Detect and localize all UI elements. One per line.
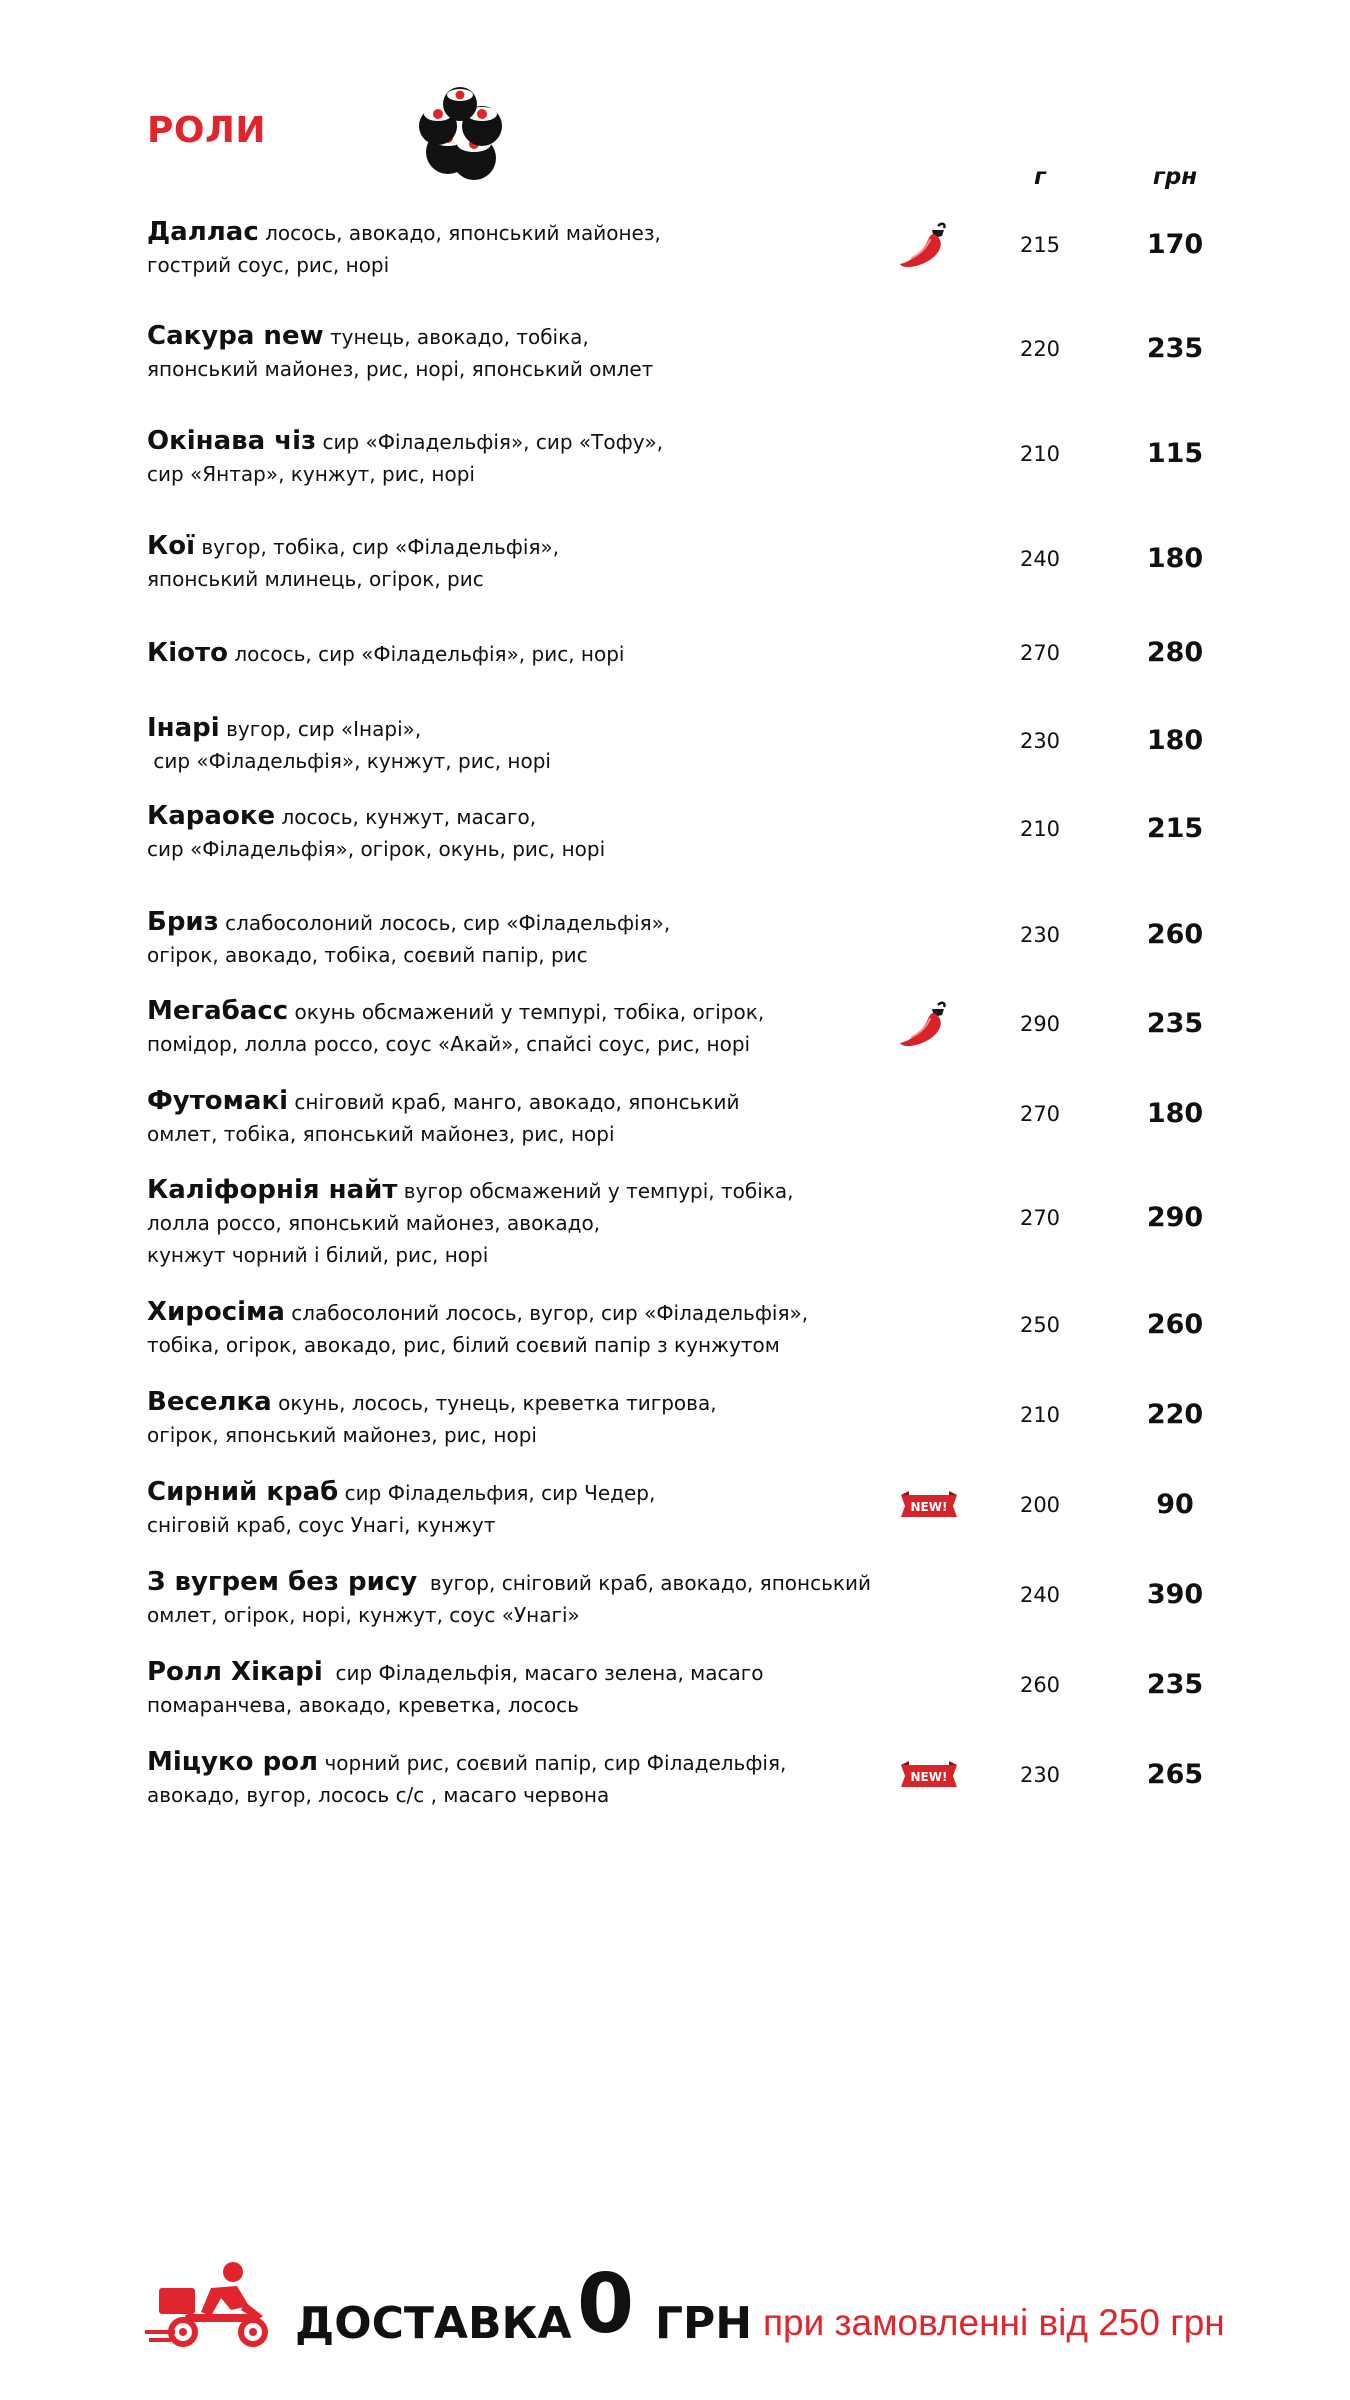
menu-item (147, 906, 1247, 971)
menu-item-description (147, 530, 887, 595)
menu-item (147, 995, 1247, 1060)
menu-item-ingredients: лосось, сир «Філадельфія», рис, норі (227, 642, 625, 666)
menu-item-weight: 270 (1019, 1206, 1061, 1230)
menu-item-ingredients: сир «Янтар», кунжут, рис, норі (147, 462, 475, 486)
menu-item-ingredients: огірок, японський майонез, рис, норі (147, 1423, 537, 1447)
menu-item-price: 180 (1146, 543, 1204, 574)
menu-item (147, 320, 1247, 385)
menu-item-ingredients: авокадо, вугор, лосось с/с , масаго червона (147, 1783, 610, 1807)
menu-item-name: Сакура new (147, 321, 324, 351)
menu-item-ingredients: японський млинець, огірок, рис (147, 567, 484, 591)
menu-item-weight: 230 (1019, 729, 1061, 753)
menu-item-price: 390 (1146, 1579, 1204, 1610)
menu-item (147, 1296, 1247, 1361)
menu-item-ingredients: тунець, авокадо, тобіка, (323, 325, 589, 349)
menu-item-price: 290 (1146, 1202, 1204, 1233)
menu-item-ingredients: вугор, сир «Інарі», (219, 717, 422, 741)
chili-icon (896, 999, 952, 1055)
menu-item-description (147, 1296, 887, 1361)
menu-item-name: Ролл Хікарі (147, 1657, 323, 1687)
menu-item (147, 637, 1247, 670)
delivery-banner (145, 2257, 1305, 2352)
delivery-label: ДОСТАВКА (295, 2298, 572, 2349)
menu-item (147, 1656, 1247, 1721)
menu-item-ingredients: лолла россо, японський майонез, авокадо, (147, 1211, 601, 1235)
menu-item-ingredients: вугор, тобіка, сир «Філадельфія», (195, 535, 560, 559)
menu-item (147, 1174, 1247, 1271)
section-title: РОЛИ (147, 110, 267, 151)
menu-item-price: 180 (1146, 725, 1204, 756)
menu-item (147, 1566, 1247, 1631)
menu-item-ingredients: сир Філадельфія, масаго зелена, масаго (322, 1661, 764, 1685)
menu-item-description (147, 906, 887, 971)
menu-item-name: Караоке (147, 801, 276, 831)
delivery-currency: ГРН (655, 2298, 753, 2349)
menu-item-ingredients: слабосолоний лосось, сир «Філадельфія», (218, 911, 671, 935)
menu-item-ingredients: сир «Філадельфія», огірок, окунь, рис, норі (147, 837, 606, 861)
menu-item (147, 216, 1247, 281)
menu-item-name: Веселка (147, 1387, 272, 1417)
menu-item (147, 1386, 1247, 1451)
menu-item-name: Окінава чіз (147, 426, 317, 456)
menu-item-name: Бриз (147, 907, 219, 937)
menu-item-price: 235 (1146, 1008, 1204, 1039)
menu-item-weight: 230 (1019, 923, 1061, 947)
menu-item-weight: 210 (1019, 817, 1061, 841)
menu-item-ingredients: окунь обсмажений у темпурі, тобіка, огірок, (288, 1000, 765, 1024)
menu-item-name: Каліфорнія найт (147, 1175, 398, 1205)
chili-icon (896, 220, 952, 276)
menu-item-ingredients: тобіка, огірок, авокадо, рис, білий соєвий папір з кунжутом (147, 1333, 780, 1357)
delivery-condition: при замовленні від 250 грн (763, 2302, 1225, 2343)
menu-item-weight: 200 (1019, 1493, 1061, 1517)
menu-item-name: Кіото (147, 638, 228, 668)
menu-item-name: Міцуко рол (147, 1747, 319, 1777)
menu-item-ingredients: чорний рис, соєвий папір, сир Філадельфія, (318, 1751, 787, 1775)
menu-item-ingredients: огірок, авокадо, тобіка, соєвий папір, рис (147, 943, 588, 967)
menu-item-price: 215 (1146, 813, 1204, 844)
menu-item-price: 235 (1146, 333, 1204, 364)
menu-item-name: Хиросіма (147, 1297, 285, 1327)
menu-item-ingredients: вугор, сніговий краб, авокадо, японський (417, 1571, 871, 1595)
menu-item-ingredients: омлет, огірок, норі, кунжут, соус «Унагі» (147, 1603, 580, 1627)
menu-item-description (147, 1746, 887, 1811)
menu-item-name: З вугрем без рису (147, 1567, 418, 1597)
menu-item (147, 800, 1247, 865)
menu-item-description (147, 425, 887, 490)
menu-item-price: 260 (1146, 919, 1204, 950)
menu-item-weight: 215 (1019, 233, 1061, 257)
menu-item-description (147, 712, 887, 777)
menu-item-weight: 260 (1019, 1673, 1061, 1697)
menu-item-ingredients: окунь, лосось, тунець, креветка тигрова, (271, 1391, 717, 1415)
menu-item-ingredients: сир «Філадельфія», сир «Тофу», (316, 430, 664, 454)
menu-item-ingredients: сир Філадельфия, сир Чедер, (338, 1481, 656, 1505)
menu-item-ingredients: омлет, тобіка, японський майонез, рис, норі (147, 1122, 615, 1146)
menu-item (147, 1476, 1247, 1541)
menu-item (147, 1746, 1247, 1811)
menu-item-name: Футомакі (147, 1086, 289, 1116)
menu-item-description (147, 800, 887, 865)
menu-item-weight: 230 (1019, 1763, 1061, 1787)
menu-item-ingredients: вугор обсмажений у темпурі, тобіка, (397, 1179, 794, 1203)
menu-item-description (147, 216, 887, 281)
menu-item-ingredients: сир «Філадельфія», кунжут, рис, норі (147, 749, 551, 773)
menu-item (147, 1085, 1247, 1150)
menu-item-ingredients: помаранчева, авокадо, креветка, лосось (147, 1693, 579, 1717)
menu-item-description (147, 995, 887, 1060)
menu-item-ingredients: японський майонез, рис, норі, японський омлет (147, 357, 654, 381)
menu-item-name: Мегабасс (147, 996, 289, 1026)
menu-item-ingredients: лосось, авокадо, японський майонез, (258, 221, 661, 245)
menu-item-name: Сирний краб (147, 1477, 339, 1507)
menu-item-ingredients: лосось, кунжут, масаго, (275, 805, 537, 829)
menu-item (147, 712, 1247, 777)
menu-item-weight: 240 (1019, 547, 1061, 571)
menu-item-description (147, 320, 887, 385)
new-badge-label: NEW! (910, 1500, 948, 1514)
menu-item-description (147, 1386, 887, 1451)
menu-item-weight: 270 (1019, 1102, 1061, 1126)
menu-item-price: 235 (1146, 1669, 1204, 1700)
menu-item-name: Кої (147, 531, 196, 561)
sushi-rolls-icon (416, 86, 506, 182)
new-badge-icon (899, 1759, 959, 1797)
menu-item-ingredients: сніговий краб, манго, авокадо, японський (288, 1090, 740, 1114)
menu-item-ingredients: слабосолоний лосось, вугор, сир «Філадельфія», (284, 1301, 809, 1325)
menu-item-name: Інарі (147, 713, 220, 743)
menu-item-ingredients: помідор, лолла россо, соус «Акай», спайсі соус, рис, норі (147, 1032, 751, 1056)
menu-item-weight: 220 (1019, 337, 1061, 361)
menu-item-description (147, 637, 887, 670)
delivery-courier-icon (145, 2258, 275, 2348)
menu-item-weight: 270 (1019, 641, 1061, 665)
column-header-grams: г (1033, 164, 1047, 190)
menu-item-weight: 250 (1019, 1313, 1061, 1337)
menu-item-description (147, 1566, 887, 1631)
menu-item-ingredients: гострий соус, рис, норі (147, 253, 390, 277)
menu-item-ingredients: сніговій краб, соус Унагі, кунжут (147, 1513, 496, 1537)
menu-item-description (147, 1476, 887, 1541)
menu-item-price: 260 (1146, 1309, 1204, 1340)
menu-item-price: 180 (1146, 1098, 1204, 1129)
menu-item-ingredients: кунжут чорний і білий, рис, норі (147, 1243, 489, 1267)
menu-item-price: 265 (1146, 1759, 1204, 1790)
menu-item (147, 530, 1247, 595)
new-badge-icon (899, 1489, 959, 1527)
new-badge-label: NEW! (910, 1770, 948, 1784)
menu-item-weight: 210 (1019, 1403, 1061, 1427)
menu-item-description (147, 1174, 887, 1271)
menu-item-price: 90 (1156, 1489, 1194, 1520)
menu-item-price: 170 (1146, 229, 1204, 260)
menu-item-price: 280 (1146, 637, 1204, 668)
menu-item-name: Даллас (147, 217, 259, 247)
menu-item-price: 220 (1146, 1399, 1204, 1430)
menu-item-price: 115 (1146, 438, 1204, 469)
menu-item-weight: 290 (1019, 1012, 1061, 1036)
menu-item-weight: 240 (1019, 1583, 1061, 1607)
delivery-price-zero: 0 (577, 2257, 635, 2352)
menu-item-description (147, 1085, 887, 1150)
menu-item-description (147, 1656, 887, 1721)
menu-item (147, 425, 1247, 490)
column-header-price: грн (1152, 164, 1198, 190)
menu-item-weight: 210 (1019, 442, 1061, 466)
